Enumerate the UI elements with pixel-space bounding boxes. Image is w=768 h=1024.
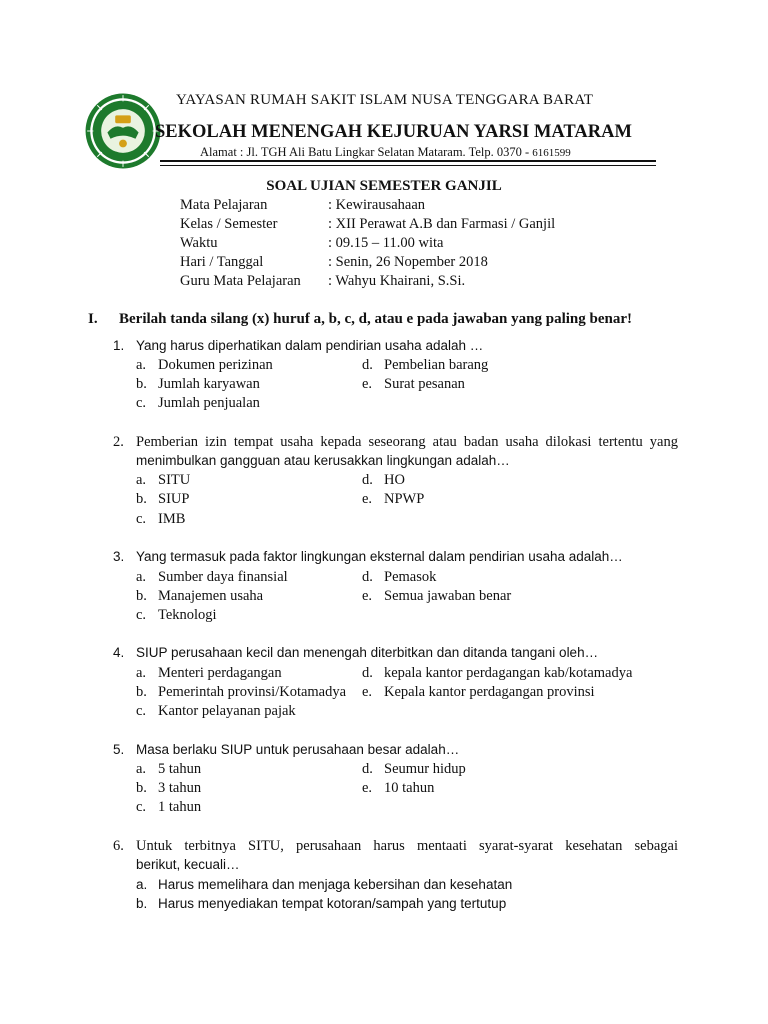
question-text: Yang termasuk pada faktor lingkungan eksternal dalam pendirian usaha adalah…: [136, 549, 623, 564]
option-3b[interactable]: b. Manajemen usaha: [136, 588, 264, 604]
option-2e[interactable]: e. NPWP: [362, 491, 425, 507]
question-number: 6.: [113, 838, 124, 854]
info-value: : 09.15 – 11.00 wita: [328, 235, 444, 251]
info-label: Kelas / Semester: [180, 216, 278, 232]
info-teacher: [180, 273, 465, 290]
info-subject: [180, 197, 425, 214]
info-value: : XII Perawat A.B dan Farmasi / Ganjil: [328, 216, 556, 232]
info-label: Waktu: [180, 235, 218, 251]
option-1d[interactable]: d. Pembelian barang: [362, 357, 489, 373]
header-rule-thin: [160, 165, 656, 166]
option-2c[interactable]: c. IMB: [136, 511, 186, 527]
section-instruction: [88, 311, 632, 328]
question-text: Pemberian izin tempat usaha kepada seseorang atau badan usaha dilokasi tertentu yang: [136, 434, 678, 450]
question-number: 4.: [113, 645, 125, 660]
info-value: : Wahyu Khairani, S.Si.: [328, 273, 466, 289]
option-4e[interactable]: e. Kepala kantor perdagangan provinsi: [362, 684, 595, 700]
phone-number: 6161599: [532, 147, 571, 159]
section-text: Berilah tanda silang (x) huruf a, b, c, d, atau e pada jawaban yang paling benar!: [119, 311, 633, 327]
question-text: Untuk terbitnya SITU, perusahaan harus mentaati syarat-syarat kesehatan sebagai: [136, 838, 678, 854]
foundation-name: YAYASAN RUMAH SAKIT ISLAM NUSA TENGGARA BARAT: [176, 92, 594, 108]
option-3c[interactable]: c. Teknologi: [136, 607, 217, 623]
address-text: Alamat : Jl. TGH Ali Batu Lingkar Selatan Mataram. Telp. 0370 -: [200, 145, 530, 159]
option-4b[interactable]: b. Pemerintah provinsi/Kotamadya: [136, 684, 347, 700]
question-number: 2.: [113, 434, 124, 450]
option-3d[interactable]: d. Pemasok: [362, 569, 437, 585]
info-label: Mata Pelajaran: [180, 197, 268, 213]
option-3e[interactable]: e. Semua jawaban benar: [362, 588, 512, 604]
option-1e[interactable]: e. Surat pesanan: [362, 376, 465, 392]
section-number: I.: [88, 311, 98, 327]
option-5e[interactable]: e. 10 tahun: [362, 780, 435, 796]
option-1b[interactable]: b. Jumlah karyawan: [136, 376, 260, 392]
info-value: : Senin, 26 Nopember 2018: [328, 254, 488, 270]
option-4c[interactable]: c. Kantor pelayanan pajak: [136, 703, 296, 719]
question-number: 3.: [113, 549, 125, 564]
question-2: [113, 434, 678, 451]
option-2a[interactable]: a. SITU: [136, 472, 191, 488]
school-name: SEKOLAH MENENGAH KEJURUAN YARSI MATARAM: [155, 122, 632, 142]
option-5c[interactable]: c. 1 tahun: [136, 799, 202, 815]
option-5a[interactable]: a. 5 tahun: [136, 761, 202, 777]
question-text: SIUP perusahaan kecil dan menengah diterbitkan dan ditanda tangani oleh…: [136, 645, 599, 660]
option-1c[interactable]: c. Jumlah penjualan: [136, 395, 260, 411]
school-address: [200, 145, 571, 160]
question-number: 5.: [113, 742, 125, 757]
exam-title: SOAL UJIAN SEMESTER GANJIL: [266, 178, 502, 194]
option-6a[interactable]: a. Harus memelihara dan menjaga kebersihan dan kesehatan: [136, 877, 513, 892]
question-4: [113, 645, 598, 660]
question-number: 1.: [113, 338, 125, 353]
option-2b[interactable]: b. SIUP: [136, 491, 190, 507]
question-6: [113, 838, 678, 855]
question-5: [113, 742, 459, 757]
info-value: : Kewirausahaan: [328, 197, 426, 213]
option-5b[interactable]: b. 3 tahun: [136, 780, 202, 796]
question-text: Yang harus diperhatikan dalam pendirian usaha adalah …: [136, 338, 484, 353]
header-rule-thick: [160, 160, 656, 162]
info-date: [180, 254, 488, 271]
option-4d[interactable]: d. kepala kantor perdagangan kab/kotamadya: [362, 665, 633, 681]
option-5d[interactable]: d. Seumur hidup: [362, 761, 466, 777]
school-logo: [84, 92, 162, 170]
question-2-cont: menimbulkan gangguan atau kerusakkan lingkungan adalah…: [136, 453, 510, 468]
question-1: [113, 338, 483, 353]
question-3: [113, 549, 623, 564]
option-2d[interactable]: d. HO: [362, 472, 405, 488]
info-class: [180, 216, 555, 233]
option-1a[interactable]: a. Dokumen perizinan: [136, 357, 273, 373]
option-4a[interactable]: a. Menteri perdagangan: [136, 665, 282, 681]
info-label: Hari / Tanggal: [180, 254, 264, 270]
question-text: Masa berlaku SIUP untuk perusahaan besar adalah…: [136, 742, 460, 757]
option-6b[interactable]: b. Harus menyediakan tempat kotoran/sampah yang tertutup: [136, 896, 507, 911]
option-3a[interactable]: a. Sumber daya finansial: [136, 569, 288, 585]
info-label: Guru Mata Pelajaran: [180, 273, 301, 289]
info-time: [180, 235, 443, 252]
question-6-cont: berikut, kecuali…: [136, 857, 240, 872]
